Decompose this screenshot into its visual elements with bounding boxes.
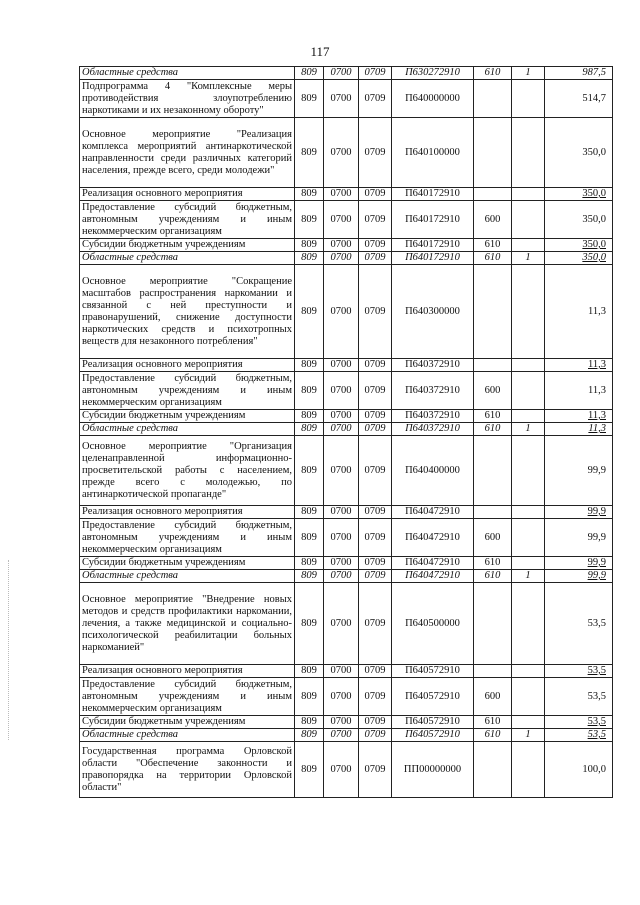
row-kosgu-code: [512, 359, 545, 372]
row-kosgu-code: [512, 716, 545, 729]
row-section-code: 0700: [324, 118, 359, 188]
row-expense-type: 600: [474, 519, 512, 557]
row-section-code: 0700: [324, 188, 359, 201]
table-row: [80, 410, 613, 423]
row-target-code: П640172910: [392, 252, 474, 265]
row-section-code: 0700: [324, 239, 359, 252]
row-name: Государственная программа Орловской области "Обеспечение законности и правопорядка на территории Орловской области": [80, 742, 295, 798]
row-expense-type: [474, 359, 512, 372]
row-section-code: 0700: [324, 372, 359, 410]
row-kosgu-code: [512, 436, 545, 506]
row-kosgu-code: [512, 519, 545, 557]
row-ministry-code: 809: [295, 118, 324, 188]
row-section-code: 0700: [324, 423, 359, 436]
row-target-code: П640372910: [392, 423, 474, 436]
row-ministry-code: 809: [295, 716, 324, 729]
row-target-code: П640472910: [392, 570, 474, 583]
row-ministry-code: 809: [295, 410, 324, 423]
row-amount: 53,5: [545, 583, 613, 665]
row-ministry-code: 809: [295, 372, 324, 410]
row-section-code: 0700: [324, 716, 359, 729]
row-ministry-code: 809: [295, 201, 324, 239]
row-subsection-code: 0709: [359, 583, 392, 665]
row-ministry-code: 809: [295, 239, 324, 252]
row-expense-type: 610: [474, 557, 512, 570]
row-amount: 53,5: [545, 729, 613, 742]
row-expense-type: [474, 742, 512, 798]
row-name: Областные средства: [80, 252, 295, 265]
row-target-code: П640572910: [392, 729, 474, 742]
row-name: Реализация основного мероприятия: [80, 359, 295, 372]
row-ministry-code: 809: [295, 265, 324, 359]
table-row: [80, 742, 613, 798]
row-ministry-code: 809: [295, 436, 324, 506]
row-expense-type: [474, 80, 512, 118]
row-name: Субсидии бюджетным учреждениям: [80, 239, 295, 252]
row-name: Предоставление субсидий бюджетным, автономным учреждениям и иным некоммерческим организациям: [80, 519, 295, 557]
row-amount: 100,0: [545, 742, 613, 798]
table-row: [80, 506, 613, 519]
row-kosgu-code: [512, 188, 545, 201]
row-target-code: П640372910: [392, 359, 474, 372]
row-expense-type: 610: [474, 570, 512, 583]
row-kosgu-code: [512, 678, 545, 716]
row-kosgu-code: [512, 239, 545, 252]
row-expense-type: [474, 188, 512, 201]
table-body: [80, 67, 613, 798]
row-kosgu-code: [512, 410, 545, 423]
row-kosgu-code: 1: [512, 423, 545, 436]
table-row: [80, 201, 613, 239]
row-section-code: 0700: [324, 359, 359, 372]
row-name: Предоставление субсидий бюджетным, автономным учреждениям и иным некоммерческим организациям: [80, 201, 295, 239]
row-target-code: П640172910: [392, 239, 474, 252]
row-amount: 53,5: [545, 678, 613, 716]
row-section-code: 0700: [324, 665, 359, 678]
row-kosgu-code: 1: [512, 67, 545, 80]
row-amount: 11,3: [545, 372, 613, 410]
table-row: [80, 265, 613, 359]
row-kosgu-code: 1: [512, 729, 545, 742]
table-row: [80, 118, 613, 188]
row-target-code: П640400000: [392, 436, 474, 506]
row-section-code: 0700: [324, 583, 359, 665]
row-target-code: П640472910: [392, 519, 474, 557]
table-row: [80, 678, 613, 716]
row-name: Реализация основного мероприятия: [80, 665, 295, 678]
row-amount: 99,9: [545, 436, 613, 506]
row-section-code: 0700: [324, 67, 359, 80]
row-kosgu-code: 1: [512, 252, 545, 265]
row-expense-type: 610: [474, 67, 512, 80]
row-name: Основное мероприятие "Внедрение новых методов и средств профилактики наркомании, лечения, а также медицинской и социально-психологической реабилитации больных наркоманией": [80, 583, 295, 665]
row-target-code: П640472910: [392, 506, 474, 519]
row-section-code: 0700: [324, 519, 359, 557]
row-expense-type: [474, 506, 512, 519]
row-subsection-code: 0709: [359, 423, 392, 436]
row-expense-type: [474, 265, 512, 359]
row-subsection-code: 0709: [359, 729, 392, 742]
row-subsection-code: 0709: [359, 201, 392, 239]
table-row: [80, 188, 613, 201]
row-amount: 53,5: [545, 716, 613, 729]
row-amount: 350,0: [545, 201, 613, 239]
row-target-code: П640100000: [392, 118, 474, 188]
row-ministry-code: 809: [295, 67, 324, 80]
row-subsection-code: 0709: [359, 410, 392, 423]
row-subsection-code: 0709: [359, 436, 392, 506]
row-name: Предоставление субсидий бюджетным, автономным учреждениям и иным некоммерческим организациям: [80, 372, 295, 410]
row-amount: 99,9: [545, 519, 613, 557]
row-amount: 350,0: [545, 118, 613, 188]
row-section-code: 0700: [324, 506, 359, 519]
row-section-code: 0700: [324, 80, 359, 118]
row-amount: 99,9: [545, 506, 613, 519]
row-subsection-code: 0709: [359, 506, 392, 519]
row-name: Областные средства: [80, 423, 295, 436]
row-name: Подпрограмма 4 "Комплексные меры противодействия злоупотреблению наркотиками и их незаконному обороту": [80, 80, 295, 118]
row-kosgu-code: [512, 265, 545, 359]
table-row: [80, 239, 613, 252]
row-ministry-code: 809: [295, 678, 324, 716]
row-amount: 11,3: [545, 265, 613, 359]
row-section-code: 0700: [324, 678, 359, 716]
table-row: [80, 67, 613, 80]
row-name: Основное мероприятие "Реализация комплекса мероприятий антинаркотической направленности среди различных категорий населения, прежде всего, среди молодежи": [80, 118, 295, 188]
row-name: Реализация основного мероприятия: [80, 188, 295, 201]
table-row: [80, 372, 613, 410]
row-section-code: 0700: [324, 557, 359, 570]
row-target-code: П640472910: [392, 557, 474, 570]
page-number: 117: [310, 44, 330, 59]
row-subsection-code: 0709: [359, 118, 392, 188]
row-ministry-code: 809: [295, 583, 324, 665]
row-subsection-code: 0709: [359, 678, 392, 716]
row-ministry-code: 809: [295, 359, 324, 372]
row-subsection-code: 0709: [359, 239, 392, 252]
table-row: [80, 423, 613, 436]
row-kosgu-code: [512, 80, 545, 118]
row-section-code: 0700: [324, 252, 359, 265]
row-amount: 11,3: [545, 423, 613, 436]
row-amount: 99,9: [545, 557, 613, 570]
row-name: Основное мероприятие "Сокращение масштабов распространения наркомании и связанной с ней преступности и правонарушений, снижение доступности наркотических средств и психотропных веществ для незаконного потребления": [80, 265, 295, 359]
row-expense-type: 610: [474, 716, 512, 729]
row-expense-type: 610: [474, 410, 512, 423]
row-subsection-code: 0709: [359, 716, 392, 729]
row-kosgu-code: [512, 372, 545, 410]
row-kosgu-code: [512, 118, 545, 188]
row-target-code: П630272910: [392, 67, 474, 80]
row-target-code: П640300000: [392, 265, 474, 359]
row-ministry-code: 809: [295, 252, 324, 265]
row-amount: 350,0: [545, 188, 613, 201]
row-expense-type: 600: [474, 678, 512, 716]
table-row: [80, 252, 613, 265]
row-subsection-code: 0709: [359, 519, 392, 557]
row-kosgu-code: 1: [512, 570, 545, 583]
row-expense-type: 600: [474, 201, 512, 239]
row-name: Основное мероприятие "Организация целенаправленной информационно-просветительской работы с населением, прежде всего с молодежью, по антинаркотической пропаганде": [80, 436, 295, 506]
row-expense-type: [474, 436, 512, 506]
row-amount: 99,9: [545, 570, 613, 583]
row-expense-type: [474, 118, 512, 188]
row-target-code: П640172910: [392, 201, 474, 239]
row-subsection-code: 0709: [359, 665, 392, 678]
table-row: [80, 729, 613, 742]
row-expense-type: [474, 665, 512, 678]
row-ministry-code: 809: [295, 570, 324, 583]
row-section-code: 0700: [324, 201, 359, 239]
row-target-code: П640372910: [392, 372, 474, 410]
table-row: [80, 519, 613, 557]
row-name: Областные средства: [80, 67, 295, 80]
row-subsection-code: 0709: [359, 265, 392, 359]
row-target-code: ПП00000000: [392, 742, 474, 798]
row-subsection-code: 0709: [359, 570, 392, 583]
table-row: [80, 80, 613, 118]
row-section-code: 0700: [324, 729, 359, 742]
row-name: Субсидии бюджетным учреждениям: [80, 410, 295, 423]
table-row: [80, 436, 613, 506]
row-name: Субсидии бюджетным учреждениям: [80, 557, 295, 570]
row-subsection-code: 0709: [359, 557, 392, 570]
budget-table: [79, 66, 613, 798]
row-subsection-code: 0709: [359, 188, 392, 201]
table-row: [80, 570, 613, 583]
row-kosgu-code: [512, 506, 545, 519]
row-kosgu-code: [512, 742, 545, 798]
row-target-code: П640500000: [392, 583, 474, 665]
row-amount: 350,0: [545, 252, 613, 265]
row-subsection-code: 0709: [359, 80, 392, 118]
row-ministry-code: 809: [295, 665, 324, 678]
row-name: Предоставление субсидий бюджетным, автономным учреждениям и иным некоммерческим организациям: [80, 678, 295, 716]
row-target-code: П640000000: [392, 80, 474, 118]
row-subsection-code: 0709: [359, 67, 392, 80]
row-subsection-code: 0709: [359, 359, 392, 372]
row-name: Субсидии бюджетным учреждениям: [80, 716, 295, 729]
row-kosgu-code: [512, 557, 545, 570]
row-ministry-code: 809: [295, 557, 324, 570]
row-ministry-code: 809: [295, 729, 324, 742]
table-row: [80, 557, 613, 570]
row-target-code: П640572910: [392, 716, 474, 729]
table-row: [80, 359, 613, 372]
row-section-code: 0700: [324, 570, 359, 583]
row-amount: 350,0: [545, 239, 613, 252]
table-row: [80, 716, 613, 729]
row-amount: 11,3: [545, 410, 613, 423]
row-expense-type: 610: [474, 252, 512, 265]
row-name: Областные средства: [80, 570, 295, 583]
row-ministry-code: 809: [295, 80, 324, 118]
row-amount: 11,3: [545, 359, 613, 372]
row-ministry-code: 809: [295, 742, 324, 798]
row-target-code: П640572910: [392, 665, 474, 678]
row-section-code: 0700: [324, 742, 359, 798]
row-ministry-code: 809: [295, 519, 324, 557]
row-target-code: П640372910: [392, 410, 474, 423]
table-row: [80, 583, 613, 665]
row-kosgu-code: [512, 201, 545, 239]
row-amount: 514,7: [545, 80, 613, 118]
row-section-code: 0700: [324, 436, 359, 506]
table-row: [80, 665, 613, 678]
row-expense-type: 600: [474, 372, 512, 410]
row-target-code: П640172910: [392, 188, 474, 201]
row-subsection-code: 0709: [359, 252, 392, 265]
row-expense-type: [474, 583, 512, 665]
row-subsection-code: 0709: [359, 742, 392, 798]
row-amount: 53,5: [545, 665, 613, 678]
row-expense-type: 610: [474, 239, 512, 252]
row-section-code: 0700: [324, 410, 359, 423]
row-subsection-code: 0709: [359, 372, 392, 410]
row-target-code: П640572910: [392, 678, 474, 716]
row-ministry-code: 809: [295, 188, 324, 201]
row-kosgu-code: [512, 665, 545, 678]
row-ministry-code: 809: [295, 506, 324, 519]
row-name: Реализация основного мероприятия: [80, 506, 295, 519]
margin-marks: [8, 560, 10, 740]
row-amount: 987,5: [545, 67, 613, 80]
row-expense-type: 610: [474, 423, 512, 436]
row-kosgu-code: [512, 583, 545, 665]
row-expense-type: 610: [474, 729, 512, 742]
row-section-code: 0700: [324, 265, 359, 359]
row-ministry-code: 809: [295, 423, 324, 436]
row-name: Областные средства: [80, 729, 295, 742]
